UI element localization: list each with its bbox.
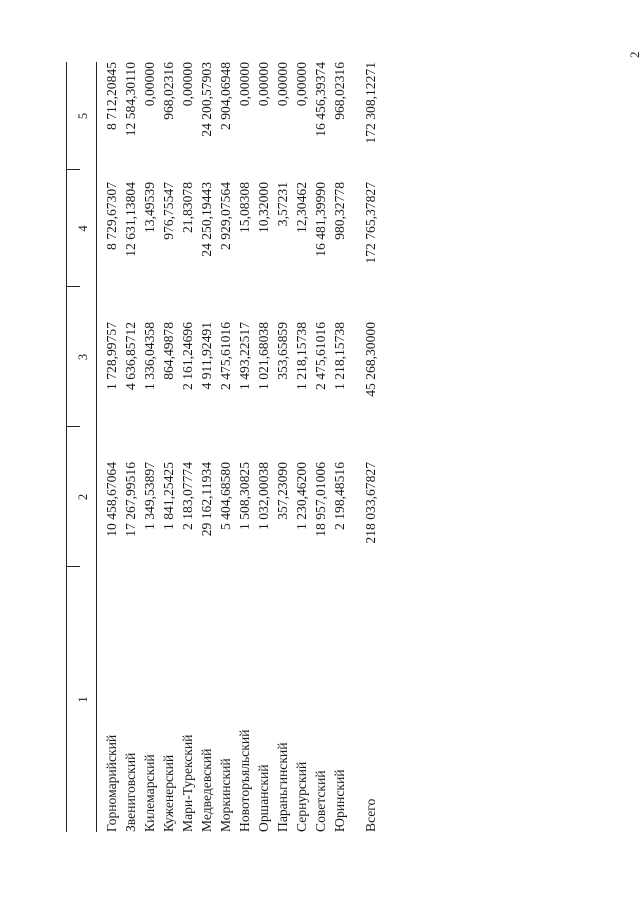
table-row <box>330 62 349 832</box>
value-col-5: 0,00000 <box>275 62 290 107</box>
district-name: Килемарский <box>142 754 157 832</box>
value-col-3: 1 218,15738 <box>332 322 347 390</box>
header-col-5: 5 <box>76 112 90 120</box>
table-row <box>121 62 140 832</box>
value-col-3: 353,65859 <box>275 322 290 380</box>
district-name: Параньгинский <box>275 742 290 832</box>
value-col-5: 968,02316 <box>161 62 176 120</box>
value-col-5: 968,02316 <box>332 62 347 120</box>
value-col-5: 8 712,20845 <box>104 62 119 130</box>
value-col-4: 8 729,67307 <box>104 182 119 250</box>
header-col-4: 4 <box>76 225 90 232</box>
district-name: Горномарийский <box>104 734 119 832</box>
value-col-2: 5 404,68580 <box>218 462 233 530</box>
district-name: Новоторъяльский <box>237 729 252 832</box>
value-col-5: 0,00000 <box>180 62 195 107</box>
value-col-2: 2 183,07774 <box>180 462 195 530</box>
total-col-5: 172 308,12271 <box>363 62 378 144</box>
value-col-4: 16 481,39990 <box>313 182 328 257</box>
value-col-4: 3,57231 <box>275 182 290 227</box>
header-col-3: 3 <box>76 353 90 361</box>
value-col-5: 16 456,39374 <box>313 62 328 137</box>
data-table <box>66 62 630 832</box>
total-col-2: 218 033,67827 <box>363 462 378 544</box>
total-col-3: 45 268,30000 <box>363 322 378 397</box>
district-name: Оршанский <box>256 764 271 832</box>
value-col-2: 29 162,11934 <box>199 462 214 537</box>
value-col-2: 357,23090 <box>275 462 290 520</box>
district-name: Медведевский <box>199 748 214 832</box>
value-col-2: 1 841,25425 <box>161 462 176 530</box>
table-row <box>197 62 216 832</box>
value-col-3: 2 475,61016 <box>218 322 233 390</box>
value-col-3: 4 636,85712 <box>123 322 138 390</box>
value-col-5: 0,00000 <box>142 62 157 107</box>
total-col-4: 172 765,37827 <box>363 182 378 264</box>
table-row <box>216 62 235 832</box>
value-col-5: 0,00000 <box>294 62 309 107</box>
value-col-3: 1 493,22517 <box>237 322 252 390</box>
table-row <box>102 62 121 832</box>
table-row <box>159 62 178 832</box>
value-col-4: 12,30462 <box>294 182 309 233</box>
table-row <box>292 62 311 832</box>
district-name: Сернурский <box>294 761 309 832</box>
district-name: Куженерский <box>161 754 176 832</box>
value-col-4: 980,32778 <box>332 182 347 240</box>
value-col-3: 1 021,68038 <box>256 322 271 390</box>
table-row <box>254 62 273 832</box>
value-col-5: 24 200,57903 <box>199 62 214 137</box>
total-label: Всего <box>363 798 378 832</box>
district-name: Юринский <box>332 769 347 832</box>
value-col-4: 13,49539 <box>142 182 157 233</box>
value-col-4: 21,83078 <box>180 182 195 233</box>
value-col-5: 0,00000 <box>256 62 271 107</box>
district-name: Советский <box>313 770 328 832</box>
district-name: Моркинский <box>218 758 233 832</box>
table-row <box>140 62 159 832</box>
value-col-2: 1 230,46200 <box>294 462 309 530</box>
value-col-4: 976,75547 <box>161 182 176 240</box>
value-col-3: 1 218,15738 <box>294 322 309 390</box>
value-col-4: 12 631,13804 <box>123 182 138 257</box>
header-col-2: 2 <box>76 493 90 501</box>
page-number: 2 <box>627 51 642 58</box>
value-col-2: 1 032,00038 <box>256 462 271 530</box>
value-col-2: 10 458,67064 <box>104 462 119 537</box>
value-col-4: 24 250,19443 <box>199 182 214 257</box>
table-row <box>235 62 254 832</box>
value-col-2: 17 267,99516 <box>123 462 138 537</box>
district-name: Звениговский <box>123 752 138 832</box>
value-col-4: 10,32000 <box>256 182 271 233</box>
value-col-2: 2 198,48516 <box>332 462 347 530</box>
value-col-5: 2 904,06948 <box>218 62 233 130</box>
table-row <box>178 62 197 832</box>
value-col-3: 1 336,04358 <box>142 322 157 390</box>
table-row <box>311 62 330 832</box>
value-col-3: 4 911,92491 <box>199 322 214 390</box>
value-col-3: 1 728,99757 <box>104 322 119 390</box>
value-col-2: 1 508,30825 <box>237 462 252 530</box>
value-col-3: 2 161,24696 <box>180 322 195 390</box>
value-col-3: 2 475,61016 <box>313 322 328 390</box>
value-col-2: 1 349,53897 <box>142 462 157 530</box>
value-col-5: 0,00000 <box>237 62 252 107</box>
value-col-2: 18 957,01006 <box>313 462 328 537</box>
table-row <box>273 62 292 832</box>
value-col-3: 864,49878 <box>161 322 176 380</box>
header-col-1: 1 <box>76 696 90 703</box>
value-col-4: 15,08308 <box>237 182 252 233</box>
value-col-5: 12 584,30110 <box>123 62 138 137</box>
value-col-4: 2 929,07564 <box>218 182 233 250</box>
district-name: Мари-Турекский <box>180 734 195 832</box>
total-row <box>361 62 380 832</box>
header-bottom-rule <box>96 62 97 832</box>
